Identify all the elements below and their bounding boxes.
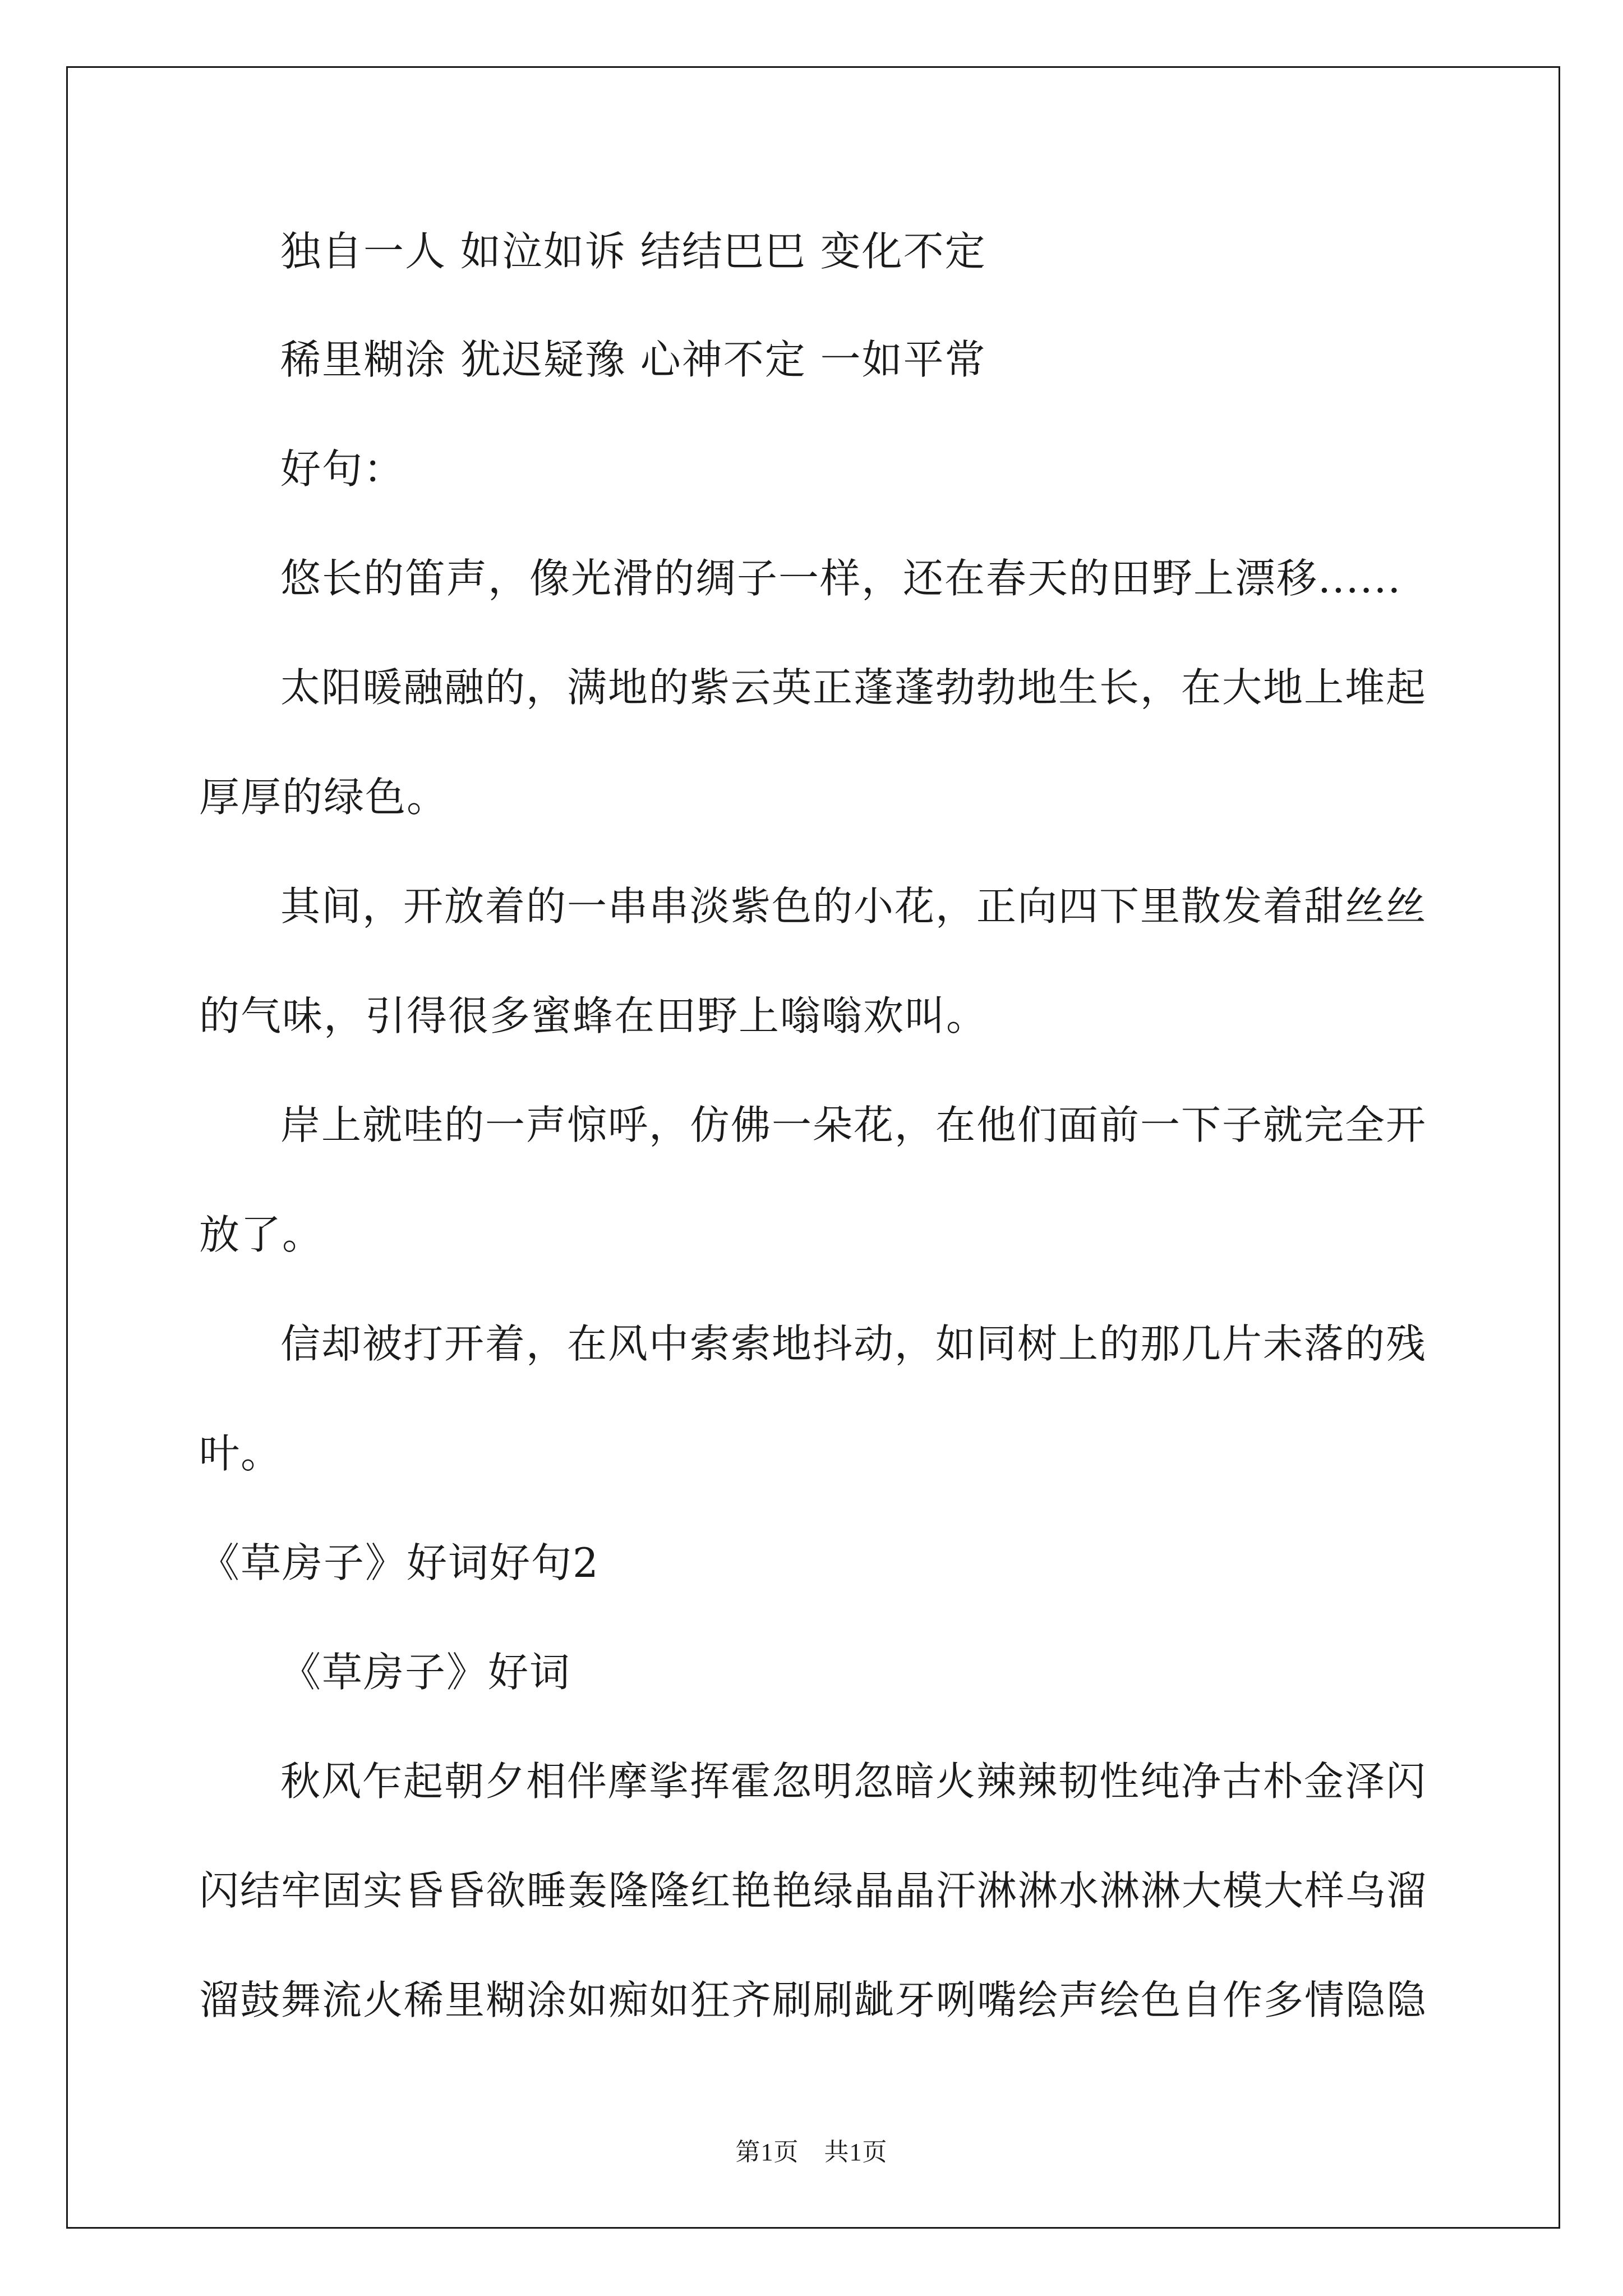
word-line-1: 独自一人 如泣如诉 结结巴巴 变化不定 [280,228,986,275]
words-paragraph-line-2: 闪结牢固实昏昏欲睡轰隆隆红艳艳绿晶晶汗淋淋水淋淋大模大样乌溜 [199,1867,1428,1914]
sentence-paragraph-1: 悠长的笛声，像光滑的绸子一样，还在春天的田野上漂移...... [280,555,1402,602]
sentence-paragraph-3-line-2: 的气味，引得很多蜜蜂在田野上嗡嗡欢叫。 [199,992,988,1039]
words-paragraph-line-3: 溜鼓舞流火稀里糊涂如痴如狂齐刷刷龇牙咧嘴绘声绘色自作多情隐隐 [199,1977,1428,2023]
page-footer: 第1页 共1页 [735,2138,888,2166]
sentence-paragraph-2-line-2: 厚厚的绿色。 [199,774,449,821]
sentence-paragraph-5-line-1: 信却被打开着，在风中索索地抖动，如同树上的那几片未落的残 [280,1320,1427,1367]
words-paragraph-line-1: 秋风乍起朝夕相伴摩挲挥霍忽明忽暗火辣辣韧性纯净古朴金泽闪 [280,1758,1427,1805]
sentence-paragraph-4-line-2: 放了。 [199,1211,324,1258]
sentence-paragraph-4-line-1: 岸上就哇的一声惊呼，仿佛一朵花，在他们面前一下子就完全开 [280,1102,1427,1148]
sentence-paragraph-2-line-1: 太阳暖融融的，满地的紫云英正蓬蓬勃勃地生长，在大地上堆起 [280,664,1427,711]
sentence-paragraph-3-line-1: 其间，开放着的一串串淡紫色的小花，正向四下里散发着甜丝丝 [280,883,1427,930]
subsection-heading: 《草房子》好词 [280,1649,571,1696]
section-heading: 《草房子》好词好句2 [199,1539,600,1586]
word-line-2: 稀里糊涂 犹迟疑豫 心神不定 一如平常 [280,336,986,383]
sentence-paragraph-5-line-2: 叶。 [199,1430,283,1477]
section-label-good-sentences: 好句： [280,445,405,493]
